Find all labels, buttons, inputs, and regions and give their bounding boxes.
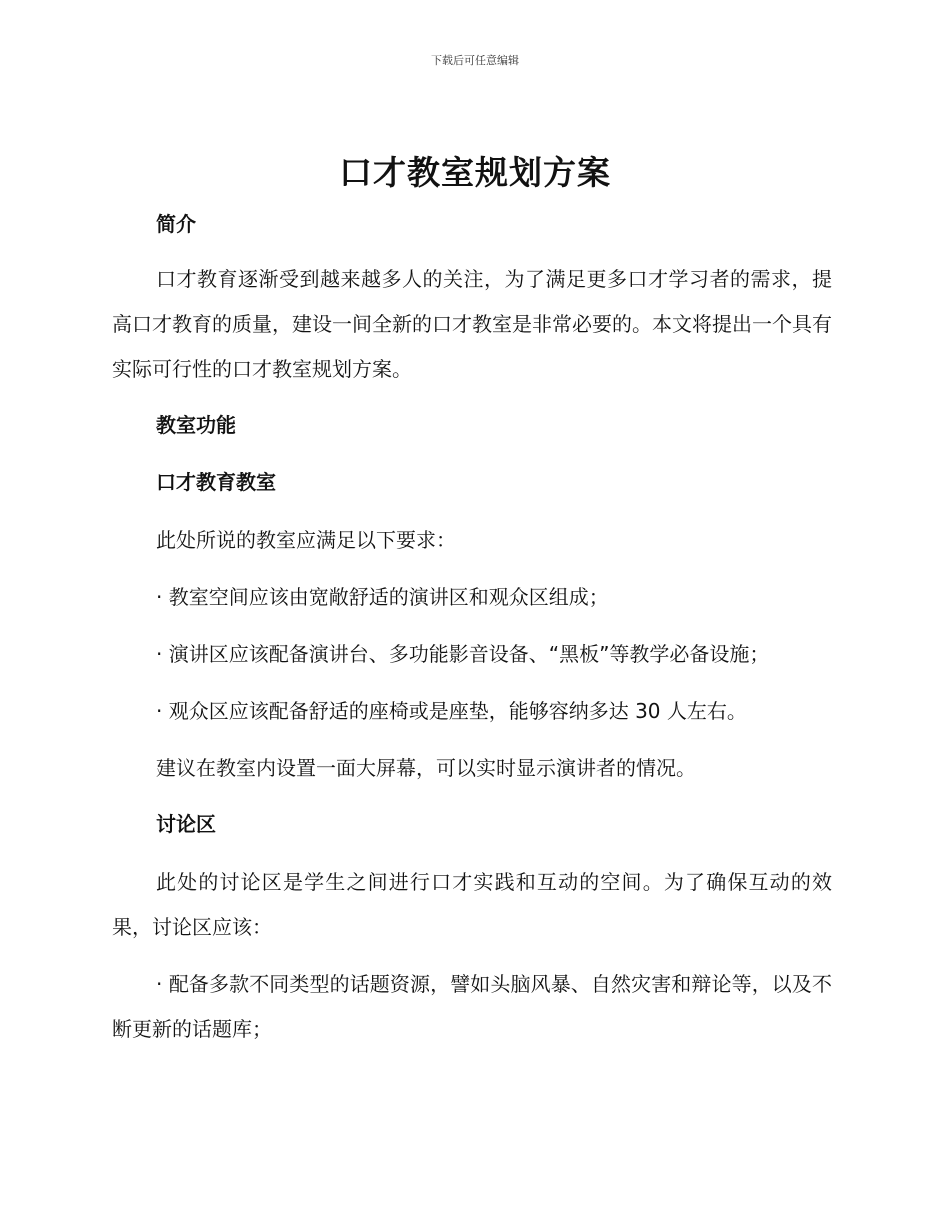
classroom-item-3: · 观众区应该配备舒适的座椅或是座垫，能够容纳多达 30 人左右。 <box>156 699 747 723</box>
section-heading-function: 教室功能 <box>156 413 236 437</box>
section-heading-classroom: 口才教育教室 <box>156 470 276 494</box>
spacer <box>112 734 832 746</box>
section-heading-discussion: 讨论区 <box>156 812 216 836</box>
spacer <box>112 503 832 518</box>
spacer <box>112 677 832 689</box>
classroom-note: 建议在教室内设置一面大屏幕，可以实时显示演讲者的情况。 <box>156 756 696 780</box>
header-note: 下载后可任意编辑 <box>431 54 519 67</box>
document-body <box>112 203 832 1052</box>
spacer <box>112 620 832 632</box>
spacer <box>112 950 832 962</box>
discussion-item-1: · 配备多款不同类型的话题资源，譬如头脑风暴、自然灾害和辩论等，以及不断更新的话题库； <box>112 972 832 1041</box>
spacer <box>112 563 832 575</box>
discussion-intro: 此处的讨论区是学生之间进行口才实践和互动的空间。为了确保互动的效果，讨论区应该： <box>112 870 832 939</box>
spacer <box>112 245 832 257</box>
spacer <box>112 845 832 860</box>
classroom-item-2: · 演讲区应该配备演讲台、多功能影音设备、“黑板”等教学必备设施； <box>156 642 770 666</box>
document-title: 口才教室规划方案 <box>339 153 611 192</box>
section-heading-intro: 简介 <box>156 212 196 236</box>
classroom-intro: 此处所说的教室应满足以下要求： <box>156 528 456 552</box>
intro-paragraph: 口才教育逐渐受到越来越多人的关注，为了满足更多口才学习者的需求，提高口才教育的质量，建设一间全新的口才教室是非常必要的。本文将提出一个具有实际可行性的口才教室规划方案。 <box>112 267 832 381</box>
spacer <box>112 446 832 461</box>
spacer <box>112 392 832 404</box>
spacer <box>112 791 832 803</box>
classroom-item-1: · 教室空间应该由宽敞舒适的演讲区和观众区组成； <box>156 585 609 609</box>
